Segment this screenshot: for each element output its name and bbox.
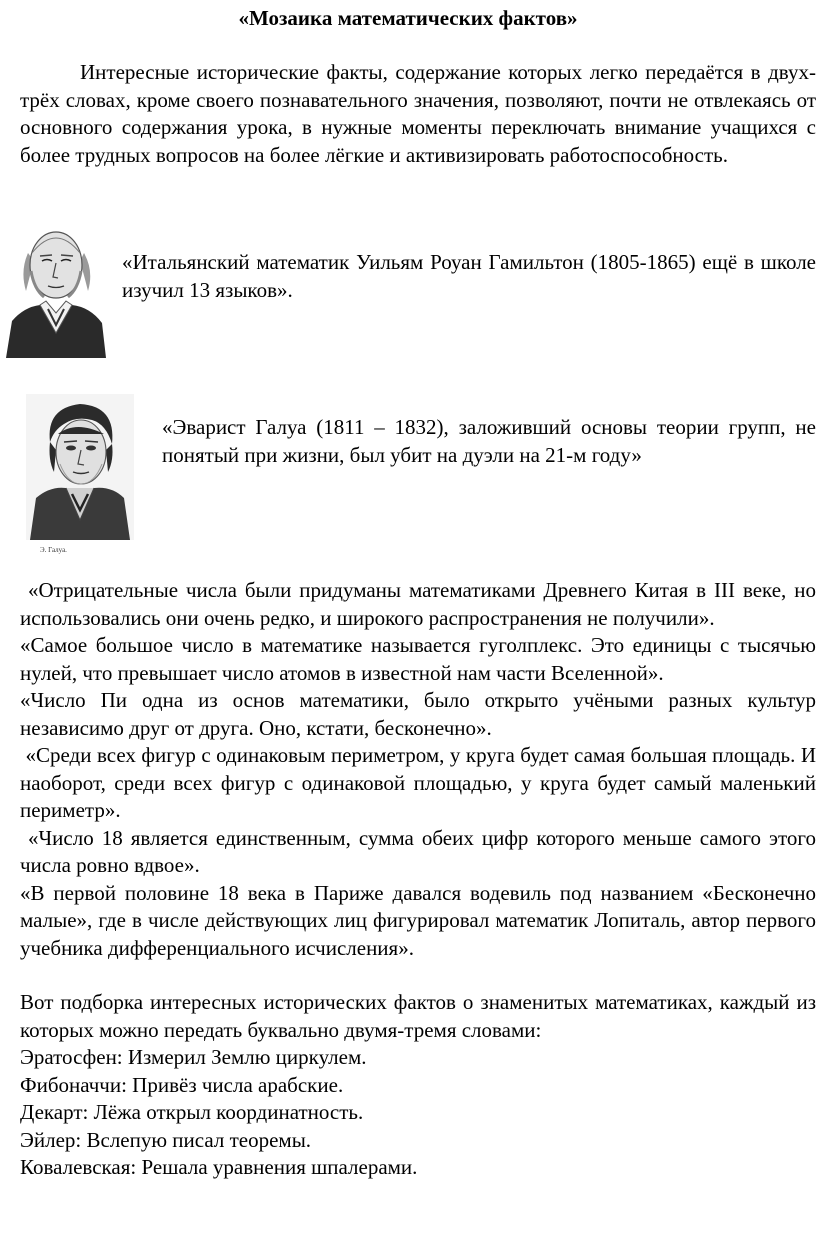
fact-item: «Число Пи одна из основ математики, было открыто учёными разных культур независимо друг от друга. Оно, кстати, бесконечно». [20, 688, 816, 740]
selection-intro: Вот подборка интересных исторических фактов о знаменитых математиках, каждый из которых можно передать буквально двумя-тремя словами: [20, 990, 816, 1042]
galois-portrait-icon [26, 394, 134, 540]
short-fact-item: Декарт: Лёжа открыл координатность. [20, 1100, 364, 1124]
intro-paragraph: Интересные исторические факты, содержание которых легко передаётся в двух-трёх словах, кроме своего познавательного значения, позволяют, почти не отвлекаясь от основного содержания урока, в нужные моменты переключать внимание учащихся с более трудных вопросов на более лёгкие и активизировать работоспособность. [20, 60, 816, 167]
fact-item: «Среди всех фигур с одинаковым периметром, у круга будет самая большая площадь. И наоборот, среди всех фигур с одинаковой площадью, у круга будет самый маленький периметр». [20, 743, 816, 822]
hamilton-fact: «Итальянский математик Уильям Роуан Гамильтон (1805-1865) ещё в школе изучил 13 языков». [122, 250, 816, 302]
short-fact-item: Эратосфен: Измерил Землю циркулем. [20, 1045, 367, 1069]
fact-item: «Самое большое число в математике называется гуголплекс. Это единицы с тысячью нулей, что превышает число атомов в известной нам части Вселенной». [20, 633, 816, 685]
page-title: «Мозаика математических фактов» [238, 6, 578, 30]
galois-caption: Э. Галуа. [40, 546, 67, 554]
fact-item: «Число 18 является единственным, сумма обеих цифр которого меньше самого этого числа ровно вдвое». [20, 825, 816, 877]
short-fact-item: Эйлер: Вслепую писал теоремы. [20, 1127, 312, 1152]
hamilton-portrait-icon [4, 213, 108, 358]
short-fact-item: Фибоначчи: Привёз числа арабские. [20, 1072, 344, 1097]
facts-list [20, 577, 816, 1182]
short-fact-item: Ковалевская: Решала уравнения шпалерами. [20, 1155, 418, 1179]
fact-item: «В первой половине 18 века в Париже давался водевиль под названием «Бесконечно малые», где в числе действующих лиц фигурировал математик Лопиталь, автор первого учебника дифференциального исчисления». [20, 880, 816, 960]
fact-item: «Отрицательные числа были придуманы математиками Древнего Китая в III веке, но использовались они очень редко, и широкого распространения не получили». [20, 578, 816, 630]
galois-fact: «Эварист Галуа (1811 – 1832), заложивший основы теории групп, не понятый при жизни, был убит на дуэли на 21-м году» [162, 415, 816, 467]
